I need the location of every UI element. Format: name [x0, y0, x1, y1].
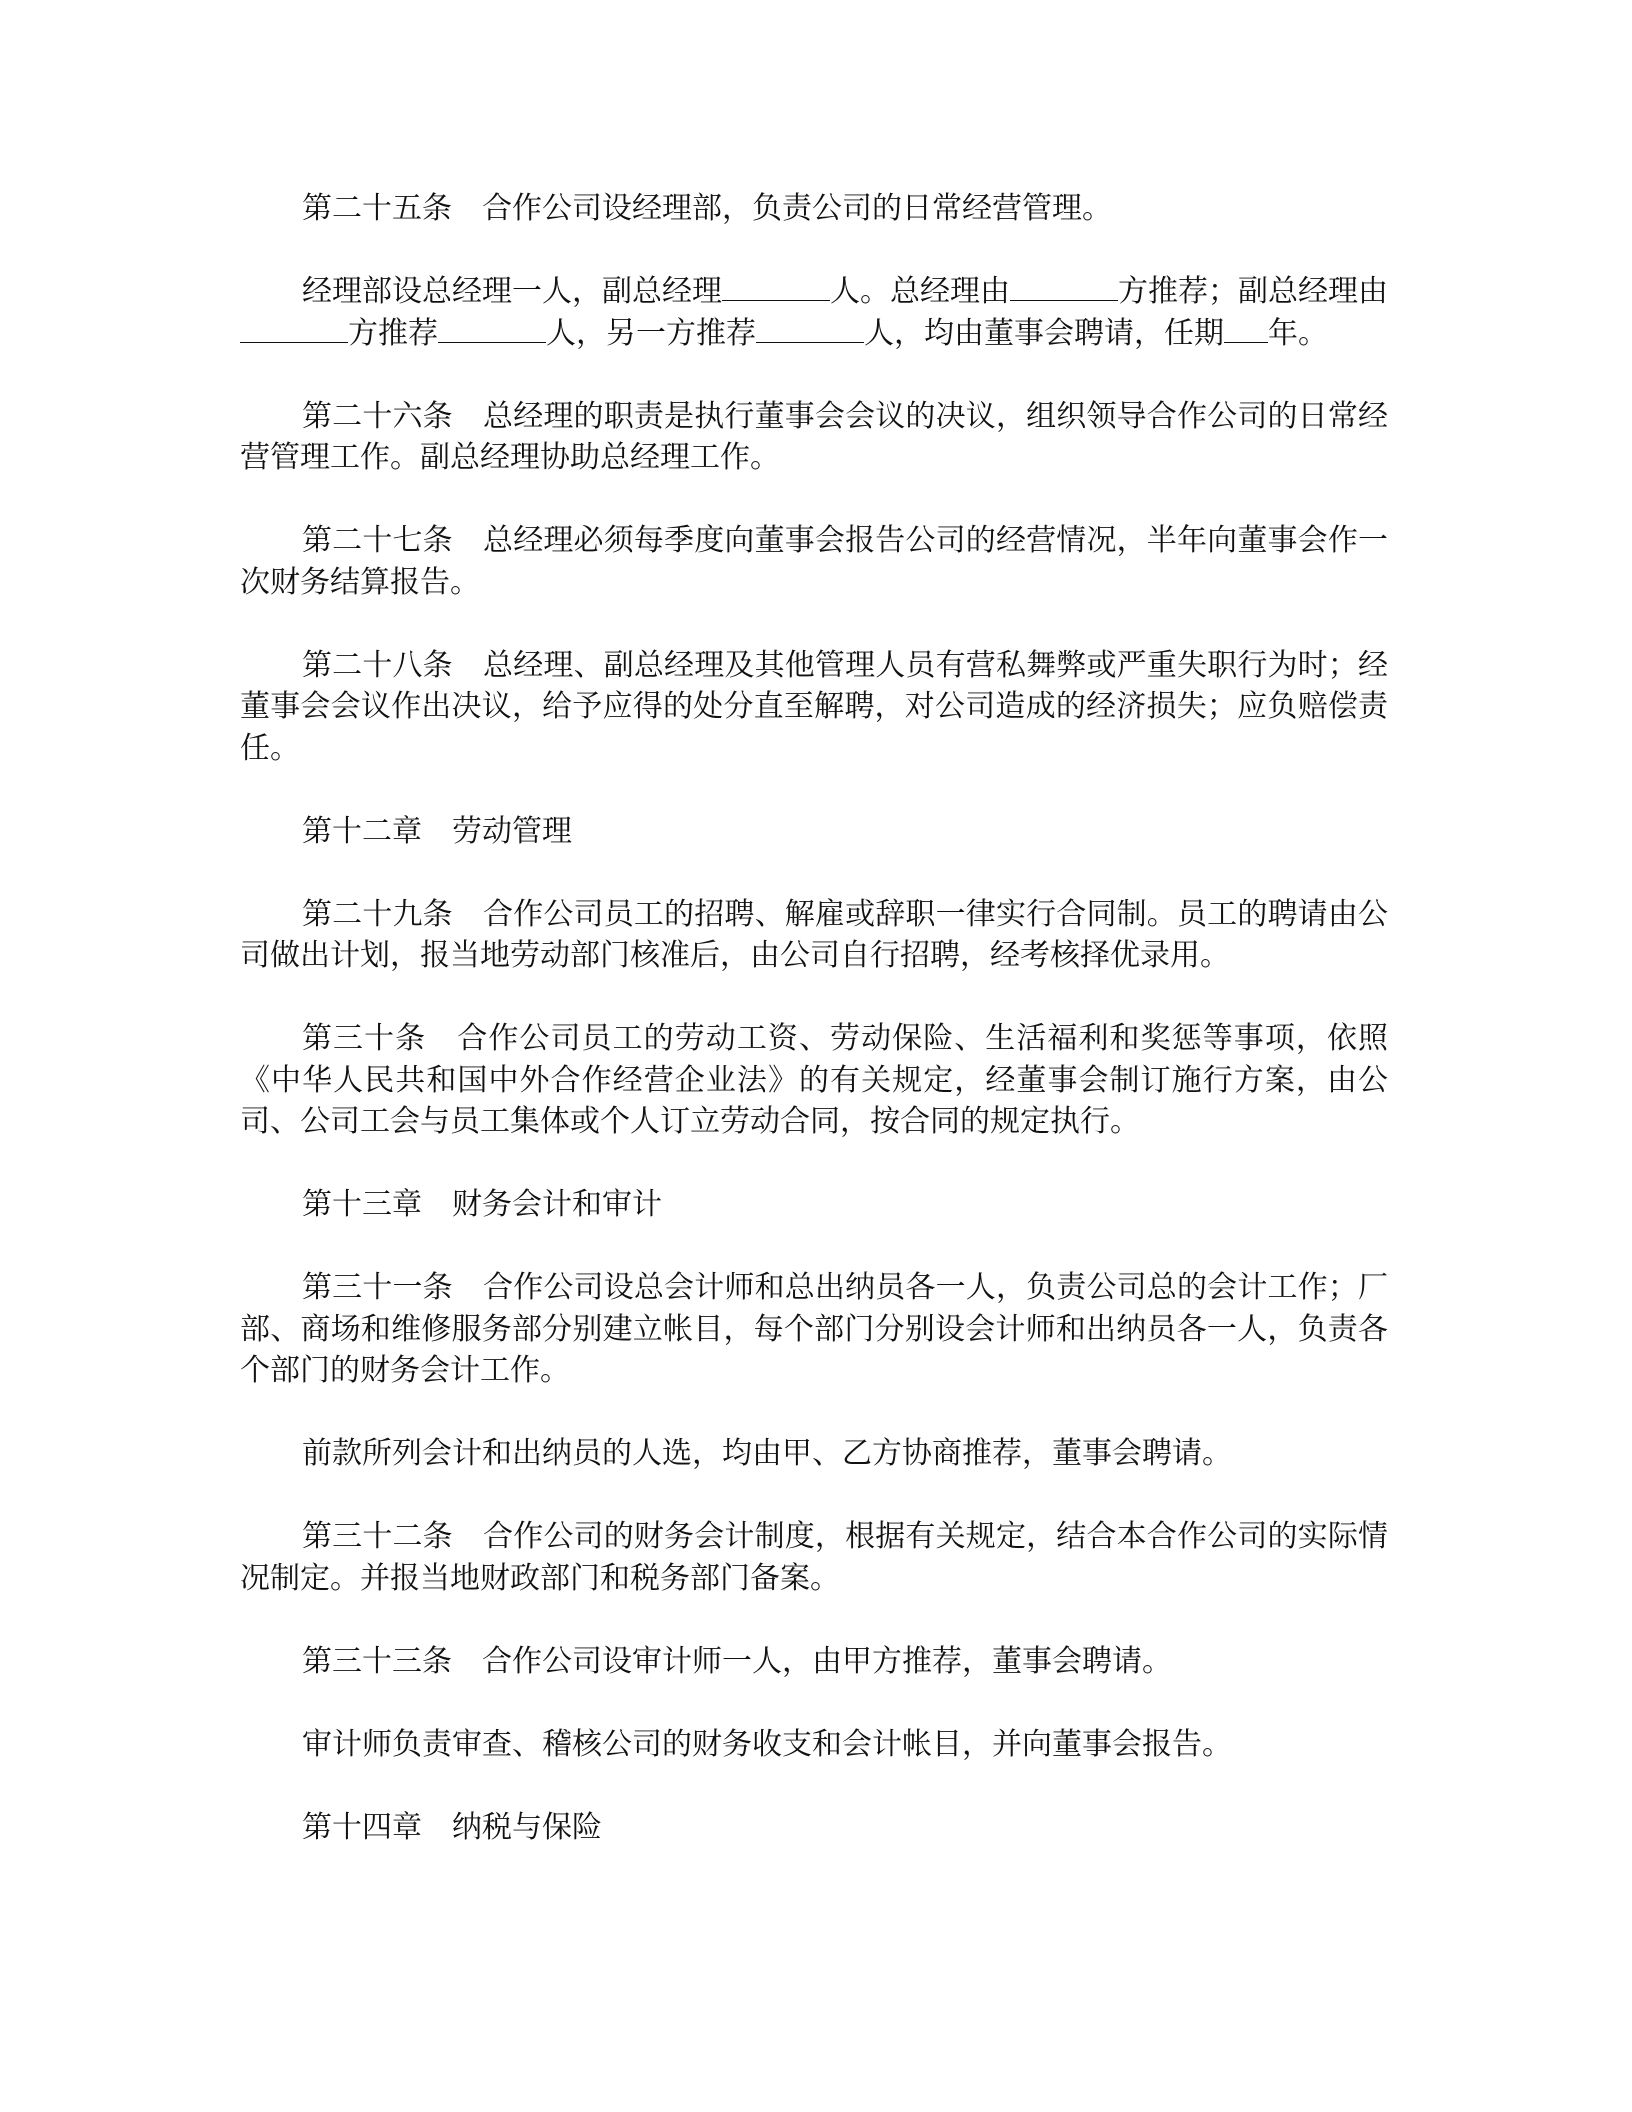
article-text: 合作公司设经理部，负责公司的日常经营管理。 — [482, 191, 1112, 226]
clause-text: 前款所列会计和出纳员的人选，均由甲、乙方协商推荐，董事会聘请。 — [302, 1436, 1232, 1471]
chapter-number: 第十四章 — [302, 1809, 422, 1845]
article-number: 第二十六条 — [302, 398, 453, 434]
article-27 — [240, 520, 1388, 603]
article-text: 总经理必须每季度向董事会报告公司的经营情况，半年向董事会作一次财务结算报告。 — [240, 523, 1389, 600]
article-29 — [240, 894, 1388, 977]
clause-text: 方推荐 — [348, 315, 438, 351]
fill-in-blank — [240, 314, 348, 343]
article-number: 第三十三条 — [302, 1643, 452, 1679]
fill-in-blank — [722, 272, 830, 301]
article-30 — [240, 1018, 1388, 1143]
clause-text: 审计师负责审查、稽核公司的财务收支和会计帐目，并向董事会报告。 — [302, 1726, 1232, 1762]
article-text: 合作公司员工的劳动工资、劳动保险、生活福利和奖惩等事项，依照《中华人民共和国中外合作经营企业法》的有关规定，经董事会制订施行方案，由公司、公司工会与员工集体或个人订立劳动合同，按合同的规定执行。 — [240, 1021, 1389, 1139]
article-25 — [240, 188, 1388, 230]
clause-text: 经理部设总经理一人，副总经理 — [302, 274, 722, 309]
article-26 — [240, 396, 1388, 479]
clause-text: 人。总经理由 — [830, 274, 1010, 309]
article-number: 第二十七条 — [302, 523, 453, 558]
article-33-subclause — [240, 1724, 1388, 1766]
document-page — [240, 188, 1388, 1890]
article-number: 第三十二条 — [302, 1519, 453, 1554]
chapter-number: 第十三章 — [302, 1187, 422, 1222]
article-33 — [240, 1641, 1388, 1683]
chapter-number: 第十二章 — [302, 813, 422, 849]
clause-text: 方推荐；副总经理由 — [1118, 274, 1388, 309]
fill-in-blank — [1010, 272, 1118, 301]
clause-text: 年。 — [1268, 315, 1328, 351]
article-number: 第三十条 — [302, 1021, 427, 1056]
article-text: 总经理、副总经理及其他管理人员有营私舞弊或严重失职行为时；经董事会会议作出决议，给予应得的处分直至解聘，对公司造成的经济损失；应负赔偿责任。 — [240, 647, 1389, 766]
article-text: 合作公司设审计师一人，由甲方推荐，董事会聘请。 — [482, 1643, 1172, 1679]
clause-text: 人，另一方推荐 — [546, 315, 756, 351]
article-number: 第三十一条 — [302, 1270, 453, 1305]
article-number: 第二十九条 — [302, 896, 453, 932]
fill-in-blank — [438, 314, 546, 343]
clause-text: 人，均由董事会聘请，任期 — [864, 315, 1224, 351]
article-28 — [240, 645, 1388, 770]
article-32 — [240, 1516, 1388, 1599]
article-text: 合作公司的财务会计制度，根据有关规定，结合本合作公司的实际情况制定。并报当地财政部门和税务部门备案。 — [240, 1519, 1389, 1596]
article-number: 第二十八条 — [302, 647, 453, 683]
chapter-title: 劳动管理 — [452, 813, 572, 849]
article-31-subclause — [240, 1433, 1388, 1475]
chapter-title: 财务会计和审计 — [452, 1187, 662, 1222]
article-text: 合作公司员工的招聘、解雇或辞职一律实行合同制。员工的聘请由公司做出计划，报当地劳动部门核准后，由公司自行招聘，经考核择优录用。 — [240, 896, 1389, 973]
article-number: 第二十五条 — [302, 191, 452, 226]
fill-in-blank — [1224, 314, 1268, 343]
article-text: 合作公司设总会计师和总出纳员各一人，负责公司总的会计工作；厂部、商场和维修服务部分别建立帐目，每个部门分别设会计师和出纳员各一人，负责各个部门的财务会计工作。 — [240, 1270, 1389, 1388]
chapter-12-heading — [240, 811, 1388, 853]
article-31 — [240, 1267, 1388, 1392]
fill-in-blank — [756, 314, 864, 343]
manager-appointment-clause — [240, 271, 1388, 354]
chapter-title: 纳税与保险 — [452, 1809, 602, 1845]
article-text: 总经理的职责是执行董事会会议的决议，组织领导合作公司的日常经营管理工作。副总经理协助总经理工作。 — [240, 398, 1389, 475]
chapter-14-heading — [240, 1807, 1388, 1849]
chapter-13-heading — [240, 1184, 1388, 1226]
